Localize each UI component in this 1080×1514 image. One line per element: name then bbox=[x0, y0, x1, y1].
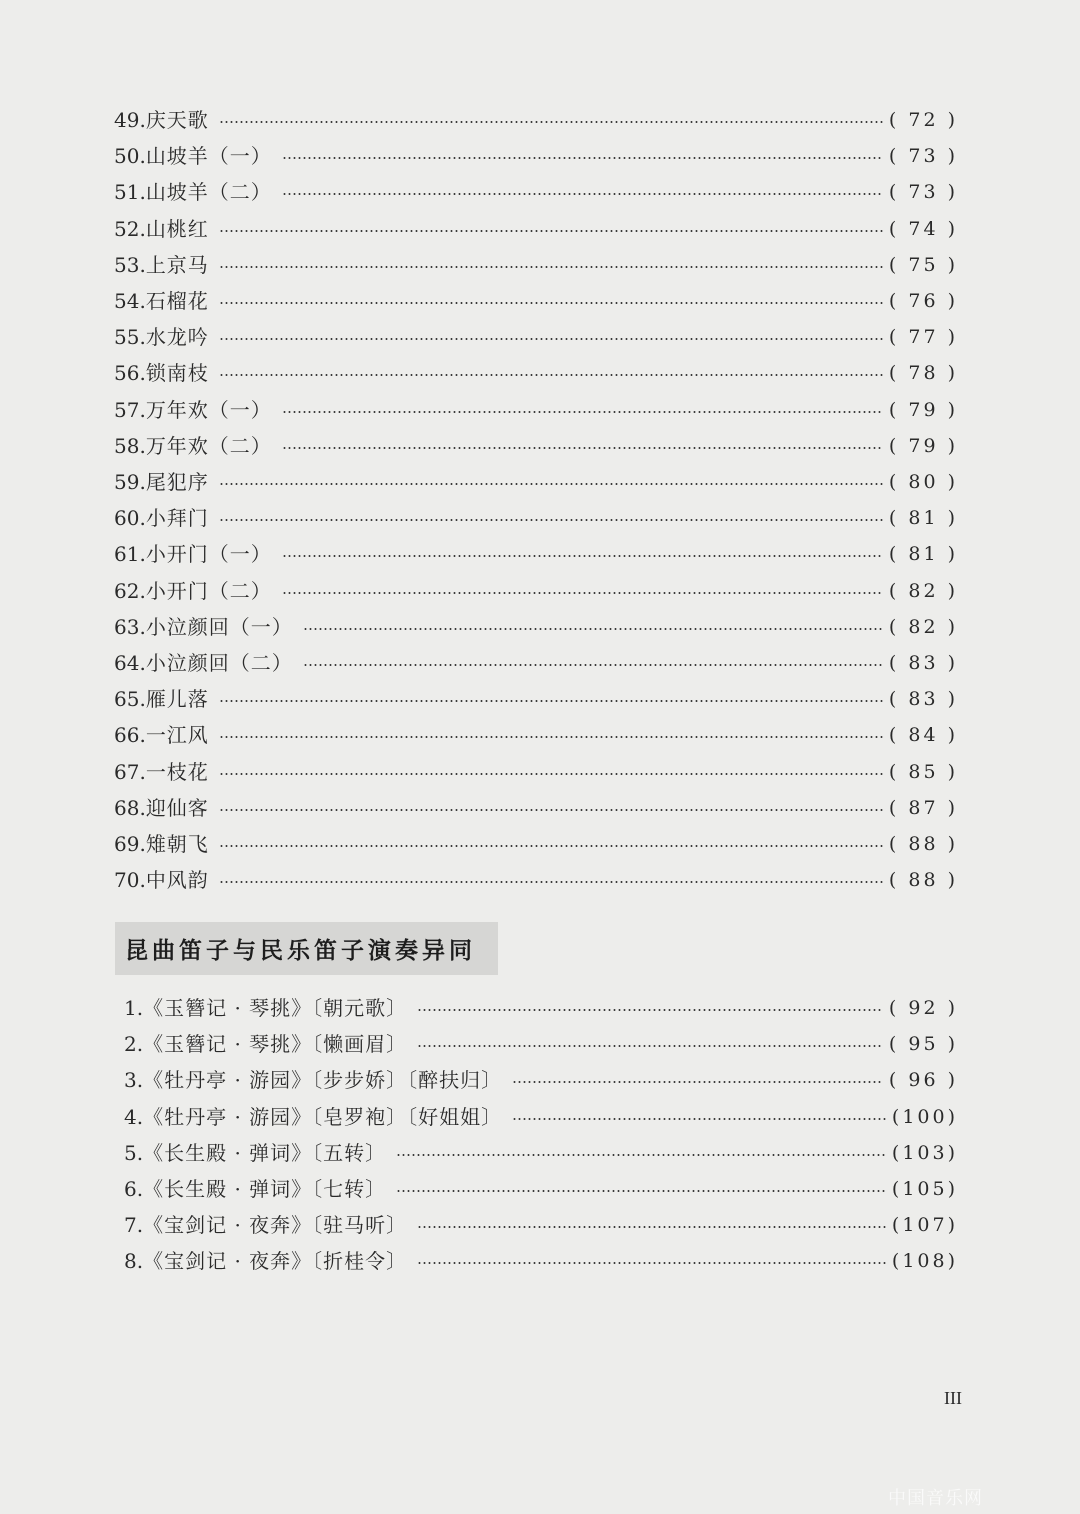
toc-entry-title: 中风韵 bbox=[145, 868, 209, 893]
dot-leader bbox=[219, 736, 883, 738]
toc-entry-number: 1. bbox=[124, 996, 144, 1020]
toc-entry[interactable] bbox=[114, 214, 958, 244]
toc-entry[interactable] bbox=[124, 993, 958, 1023]
toc-entry-number: 68. bbox=[114, 795, 146, 820]
toc-entry-title: 小泣颜回（二） bbox=[145, 651, 293, 675]
toc-entry-page: ( 84 ) bbox=[888, 724, 958, 747]
toc-entry[interactable] bbox=[124, 1174, 958, 1204]
dot-leader bbox=[219, 700, 883, 702]
section-heading bbox=[115, 922, 498, 975]
toc-entry-title: 庆天歌 bbox=[145, 108, 209, 132]
toc-entry-page: ( 88 ) bbox=[888, 833, 958, 855]
toc-entry-title: 山桃红 bbox=[145, 216, 209, 241]
toc-entry-page: (105) bbox=[891, 1178, 958, 1200]
dot-leader bbox=[512, 1081, 883, 1083]
toc-entry-title: 小开门（二） bbox=[145, 578, 272, 603]
toc-entry-page: ( 73 ) bbox=[888, 181, 958, 204]
dot-leader bbox=[219, 121, 883, 123]
toc-entry-number: 61. bbox=[114, 542, 146, 567]
toc-entry-title: 水龙吟 bbox=[145, 325, 209, 350]
watermark: 中国音乐网 bbox=[888, 1488, 983, 1509]
toc-entry-title: 小开门（一） bbox=[145, 542, 272, 567]
toc-entry-title: 《长生殿 · 弹词》〔五转〕 bbox=[143, 1140, 387, 1165]
toc-entry-page: ( 72 ) bbox=[888, 109, 958, 131]
toc-entry-title: 山坡羊（一） bbox=[145, 144, 272, 169]
toc-entry-page: (103) bbox=[891, 1141, 958, 1164]
toc-entry[interactable] bbox=[114, 757, 958, 787]
toc-entry-title: 雉朝飞 bbox=[145, 832, 209, 856]
toc-entry-number: 70. bbox=[114, 868, 146, 893]
toc-entry[interactable] bbox=[114, 286, 958, 316]
dot-leader bbox=[219, 302, 883, 304]
toc-entry[interactable] bbox=[114, 358, 958, 388]
dot-leader bbox=[396, 1154, 886, 1156]
toc-entry-page: ( 79 ) bbox=[888, 434, 958, 457]
toc-entry[interactable] bbox=[114, 793, 958, 823]
dot-leader bbox=[282, 555, 883, 557]
toc-entry[interactable] bbox=[114, 829, 958, 859]
toc-entry-page: (108) bbox=[891, 1250, 958, 1273]
dot-leader bbox=[417, 1226, 886, 1228]
toc-entry-title: 万年欢（二） bbox=[145, 433, 272, 458]
dot-leader bbox=[219, 881, 883, 883]
toc-entry-title: 山坡羊（二） bbox=[145, 180, 272, 205]
toc-entry-title: 《牡丹亭 · 游园》〔皂罗袍〕〔好姐姐〕 bbox=[143, 1104, 503, 1129]
dot-leader bbox=[417, 1262, 886, 1264]
toc-entry-title: 锁南枝 bbox=[145, 361, 209, 386]
toc-entry-number: 7. bbox=[124, 1213, 144, 1238]
toc-entry-title: 《宝剑记 · 夜奔》〔折桂令〕 bbox=[143, 1249, 408, 1274]
toc-entry-page: ( 83 ) bbox=[888, 688, 958, 711]
dot-leader bbox=[282, 447, 883, 449]
toc-entry-number: 57. bbox=[114, 397, 146, 422]
toc-entry[interactable] bbox=[124, 1246, 958, 1276]
toc-entry-number: 2. bbox=[124, 1032, 144, 1057]
toc-entry-number: 64. bbox=[114, 651, 146, 675]
toc-entry-title: 雁儿落 bbox=[145, 687, 209, 712]
toc-entry-title: 尾犯序 bbox=[145, 470, 209, 494]
toc-entry[interactable] bbox=[114, 612, 958, 642]
dot-leader bbox=[282, 411, 883, 413]
dot-leader bbox=[219, 230, 883, 232]
toc-entry-number: 60. bbox=[114, 506, 146, 531]
dot-leader bbox=[282, 157, 883, 159]
toc-entry[interactable] bbox=[114, 539, 958, 569]
toc-entry-number: 53. bbox=[114, 252, 146, 277]
toc-entry[interactable] bbox=[114, 395, 958, 425]
toc-entry-page: ( 73 ) bbox=[888, 145, 958, 168]
toc-entry-number: 66. bbox=[114, 723, 146, 748]
toc-entry[interactable] bbox=[114, 141, 958, 171]
toc-entry-title: 《玉簪记 · 琴挑》〔朝元歌〕 bbox=[143, 996, 408, 1020]
toc-entry-title: 石榴花 bbox=[145, 289, 209, 313]
toc-entry-page: ( 87 ) bbox=[888, 796, 958, 819]
toc-entry-page: ( 76 ) bbox=[888, 290, 958, 312]
toc-entry-page: ( 80 ) bbox=[888, 471, 958, 493]
toc-entry-number: 49. bbox=[114, 108, 146, 132]
section-heading-text: 昆曲笛子与民乐笛子演奏异同 bbox=[125, 938, 476, 964]
toc-entry-page: ( 79 ) bbox=[888, 398, 958, 421]
toc-entry-page: ( 81 ) bbox=[888, 507, 958, 530]
toc-entry[interactable] bbox=[114, 720, 958, 750]
toc-entry-title: 小泣颜回（一） bbox=[145, 614, 293, 639]
toc-entry[interactable] bbox=[114, 576, 958, 606]
page-number: III bbox=[944, 1388, 962, 1408]
dot-leader bbox=[219, 483, 883, 485]
toc-entry[interactable] bbox=[114, 503, 958, 533]
toc-entry-page: ( 77 ) bbox=[888, 326, 958, 349]
dot-leader bbox=[219, 773, 883, 775]
toc-entry[interactable] bbox=[114, 105, 958, 135]
toc-entry[interactable] bbox=[114, 431, 958, 461]
toc-entry-number: 63. bbox=[114, 614, 146, 639]
toc-entry-title: 一枝花 bbox=[145, 759, 209, 784]
toc-entry-page: ( 88 ) bbox=[888, 869, 958, 892]
toc-entry-number: 62. bbox=[114, 578, 146, 603]
toc-entry[interactable] bbox=[114, 648, 958, 678]
toc-entry-number: 3. bbox=[124, 1068, 144, 1093]
toc-entry-page: ( 92 ) bbox=[888, 997, 958, 1019]
toc-entry[interactable] bbox=[124, 1102, 958, 1132]
toc-entry[interactable] bbox=[114, 322, 958, 352]
dot-leader bbox=[512, 1118, 886, 1120]
toc-entry-number: 55. bbox=[114, 325, 146, 350]
toc-entry-page: ( 96 ) bbox=[888, 1069, 958, 1092]
toc-entry-page: ( 82 ) bbox=[888, 579, 958, 602]
toc-entry-number: 6. bbox=[124, 1177, 144, 1201]
dot-leader bbox=[219, 845, 883, 847]
toc-entry-number: 67. bbox=[114, 759, 146, 784]
toc-entry[interactable] bbox=[124, 1210, 958, 1240]
toc-entry-title: 上京马 bbox=[145, 252, 209, 277]
toc-entry-number: 8. bbox=[124, 1249, 144, 1274]
toc-entry-number: 65. bbox=[114, 687, 146, 712]
toc-entry-title: 迎仙客 bbox=[145, 795, 209, 820]
dot-leader bbox=[219, 809, 883, 811]
dot-leader bbox=[396, 1190, 886, 1192]
toc-entry[interactable] bbox=[114, 684, 958, 714]
toc-entry-page: (107) bbox=[891, 1214, 958, 1237]
dot-leader bbox=[219, 374, 883, 376]
toc-entry-page: ( 82 ) bbox=[888, 615, 958, 638]
toc-entry-title: 一江风 bbox=[145, 723, 209, 748]
toc-entry-page: (100) bbox=[891, 1105, 958, 1128]
toc-entry-number: 52. bbox=[114, 216, 146, 241]
dot-leader bbox=[417, 1009, 883, 1011]
toc-entry-title: 《牡丹亭 · 游园》〔步步娇〕〔醉扶归〕 bbox=[143, 1068, 503, 1093]
toc-entry-page: ( 78 ) bbox=[888, 362, 958, 385]
toc-entry[interactable] bbox=[114, 177, 958, 207]
toc-entry-number: 59. bbox=[114, 470, 146, 494]
dot-leader bbox=[303, 628, 883, 630]
toc-entry[interactable] bbox=[124, 1065, 958, 1095]
toc-entry-number: 54. bbox=[114, 289, 146, 313]
dot-leader bbox=[219, 266, 883, 268]
toc-entry-number: 50. bbox=[114, 144, 146, 169]
toc-entry-number: 58. bbox=[114, 433, 146, 458]
toc-entry-number: 51. bbox=[114, 180, 146, 205]
toc-entry-title: 《宝剑记 · 夜奔》〔驻马听〕 bbox=[143, 1213, 408, 1238]
toc-entry-title: 小拜门 bbox=[145, 506, 209, 531]
dot-leader bbox=[219, 338, 883, 340]
toc-entry-page: ( 81 ) bbox=[888, 543, 958, 566]
toc-entry-page: ( 74 ) bbox=[888, 217, 958, 240]
toc-entry[interactable] bbox=[124, 1029, 958, 1059]
toc-entry-number: 4. bbox=[124, 1104, 144, 1129]
toc-entry-page: ( 75 ) bbox=[888, 253, 958, 276]
toc-entry-page: ( 85 ) bbox=[888, 760, 958, 783]
dot-leader bbox=[219, 519, 883, 521]
toc-entry-number: 56. bbox=[114, 361, 146, 386]
toc-entry-number: 5. bbox=[124, 1140, 144, 1165]
toc-entry[interactable] bbox=[114, 467, 958, 497]
toc-entry-title: 《玉簪记 · 琴挑》〔懒画眉〕 bbox=[143, 1032, 408, 1057]
toc-entry-page: ( 95 ) bbox=[888, 1033, 958, 1056]
toc-entry[interactable] bbox=[114, 250, 958, 280]
toc-entry-number: 69. bbox=[114, 832, 146, 856]
toc-entry[interactable] bbox=[124, 1138, 958, 1168]
dot-leader bbox=[417, 1045, 883, 1047]
dot-leader bbox=[282, 592, 883, 594]
toc-entry-page: ( 83 ) bbox=[888, 652, 958, 674]
toc-entry-title: 万年欢（一） bbox=[145, 397, 272, 422]
dot-leader bbox=[303, 664, 883, 666]
toc-entry[interactable] bbox=[114, 865, 958, 895]
dot-leader bbox=[282, 193, 883, 195]
toc-entry-title: 《长生殿 · 弹词》〔七转〕 bbox=[143, 1177, 387, 1201]
